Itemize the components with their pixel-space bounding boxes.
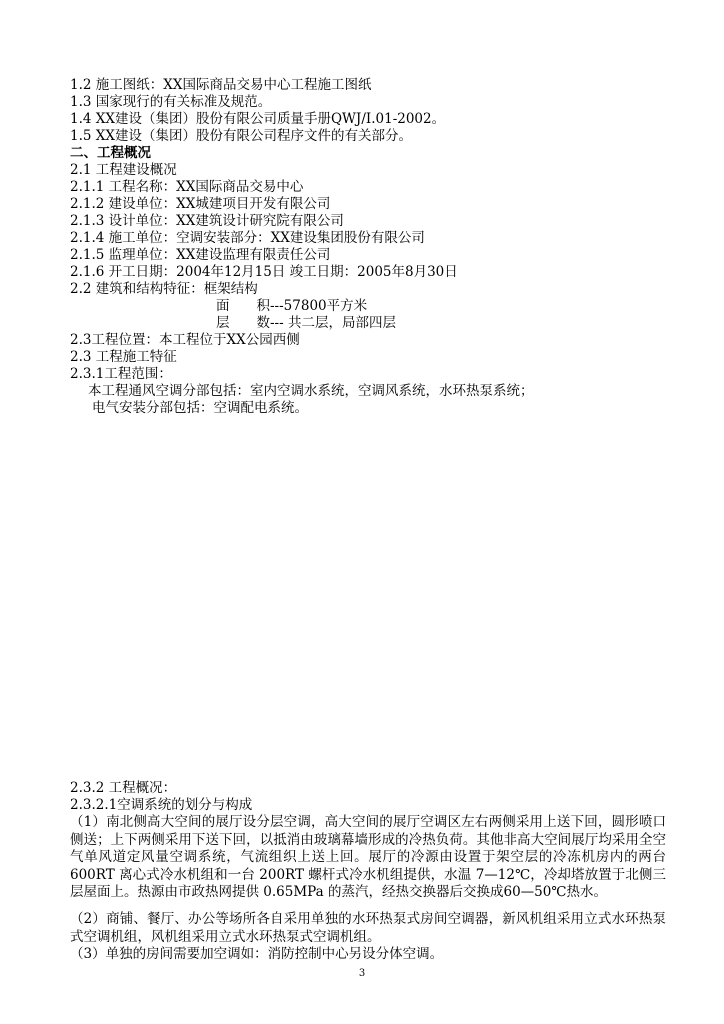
paragraph-3: （3）单独的房间需要加空调如：消防控制中心另设分体空调。 [70,946,444,962]
item-2-3-2: 2.3.2 工程概况： [70,780,177,796]
item-2-1-3: 2.1.3 设计单位：XX建筑设计研究院有限公司 [70,213,344,229]
item-1-5: 1.5 XX建设（集团）股份有限公司程序文件的有关部分。 [70,128,412,144]
item-2-3-2-1: 2.3.2.1空调系统的划分与构成 [70,797,253,813]
section-heading: 二、工程概况 [70,145,151,161]
item-2-1-1: 2.1.1 工程名称：XX国际商品交易中心 [70,179,304,195]
page-number: 3 [358,968,366,979]
item-2-1: 2.1 工程建设概况 [70,162,177,178]
item-2-3-location: 2.3工程位置：本工程位于XX公园西侧 [70,332,300,348]
item-2-1-2: 2.1.2 建设单位：XX城建项目开发有限公司 [70,196,331,212]
item-2-3-features: 2.3 工程施工特征 [70,349,177,365]
scope-hvac: 本工程通风空调分部包括：室内空调水系统，空调风系统，水环热泵系统； [88,383,534,399]
item-2-1-4: 2.1.4 施工单位：空调安装部分：XX建设集团股份有限公司 [70,230,425,246]
area-line: 面 积---57800平方米 [216,298,368,314]
item-2-3-1: 2.3.1工程范围： [70,366,172,382]
item-2-2: 2.2 建筑和结构特征：框架结构 [70,281,258,297]
floors-line: 层 数--- 共二层，局部四层 [216,315,396,331]
paragraph-1: （1）南北侧高大空间的展厅设分层空调，高大空间的展厅空调区左右两侧采用上送下回，圆形喷口侧送；上下两侧采用下送下回，以抵消由玻璃幕墙形成的冷热负荷。其他非高大空间展厅均采用全空气单风道定风量空调系统，气流组织上送上回。展厅的冷源由设置于架空层的冷冻机房内的两台 600RT 离心式冷水机组和一台 200RT 螺杆式冷水机组提供，水温 7—12℃，冷却塔放置于北侧三层屋面上。热源由市政热网提供 0.65MPa 的蒸汽，经热交换器后交换成60—50℃热水。 [70,814,666,900]
scope-electrical: 电气安装分部包括：空调配电系统。 [92,400,308,416]
item-1-2: 1.2 施工图纸：XX国际商品交易中心工程施工图纸 [70,77,372,93]
item-2-1-6: 2.1.6 开工日期：2004年12月15日 竣工日期：2005年8月30日 [70,264,458,280]
item-1-4: 1.4 XX建设（集团）股份有限公司质量手册QWJ/I.01-2002。 [70,111,446,127]
paragraph-2: （2）商铺、餐厅、办公等场所各自采用单独的水环热泵式房间空调器，新风机组采用立式水环热泵式空调机组，风机组采用立式水环热泵式空调机组。 [70,911,666,945]
item-1-3: 1.3 国家现行的有关标准及规范。 [70,94,272,110]
item-2-1-5: 2.1.5 监理单位：XX建设监理有限责任公司 [70,247,331,263]
